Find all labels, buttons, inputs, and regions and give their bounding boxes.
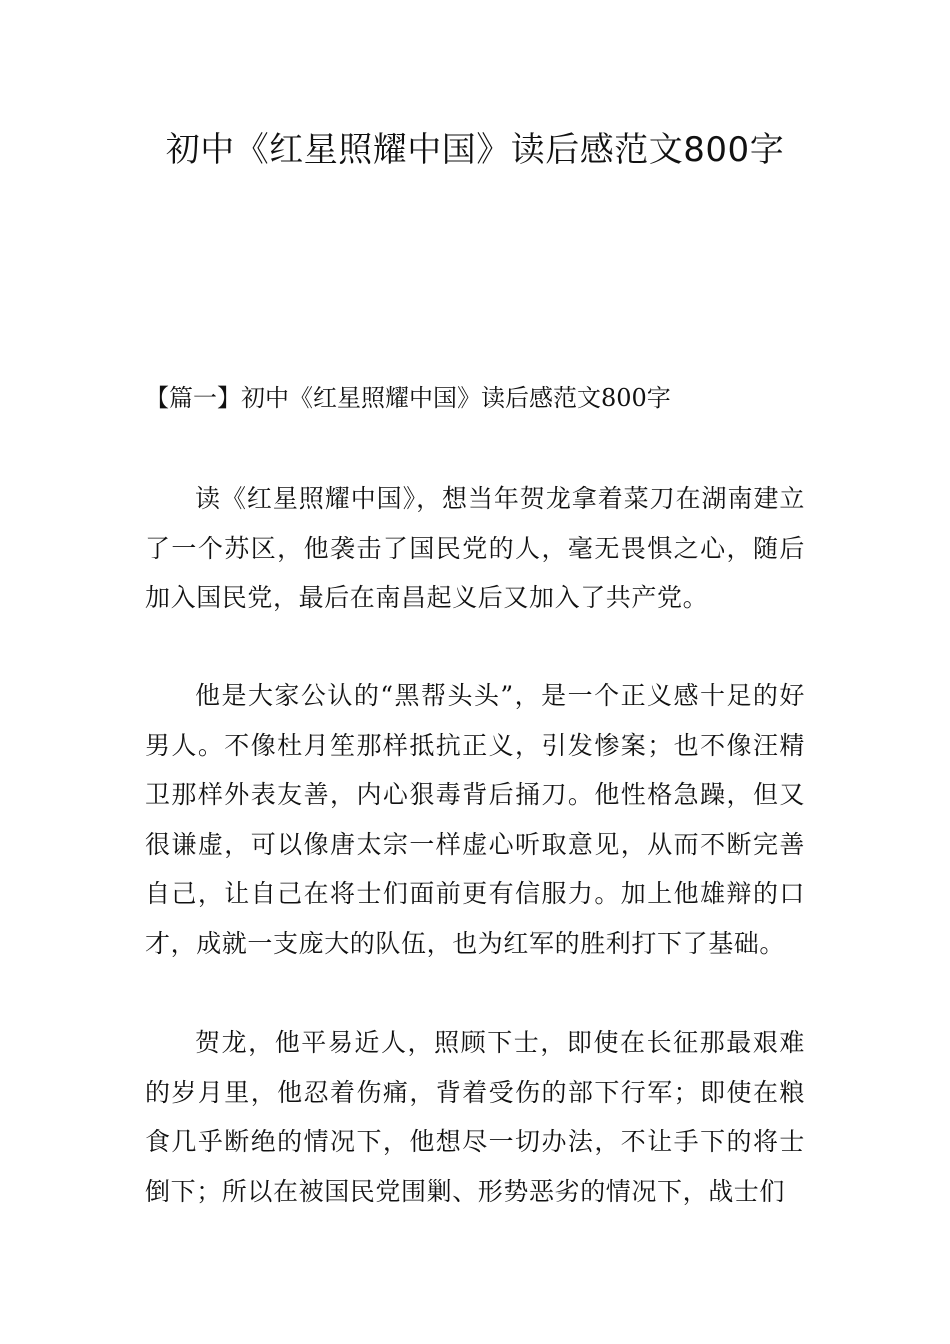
section-heading: 【篇一】初中《红星照耀中国》读后感范文800字 — [145, 384, 671, 412]
paragraph-2: 他是大家公认的“黑帮头头”，是一个正义感十足的好男人。不像杜月笙那样抵抗正义，引发惨案；也不像汪精卫那样外表友善，内心狠毒背后捅刀。他性格急躁，但又很谦虚，可以像唐太宗一样虚心听取意见，从而不断完善自己，让自己在将士们面前更有信服力。加上他雄辩的口才，成就一支庞大的队伍，也为红军的胜利打下了基础。 — [145, 681, 805, 958]
paragraph-1: 读《红星照耀中国》，想当年贺龙拿着菜刀在湖南建立了一个苏区，他袭击了国民党的人，毫无畏惧之心，随后加入国民党，最后在南昌起义后又加入了共产党。 — [145, 484, 805, 612]
paragraph-3: 贺龙，他平易近人，照顾下士，即使在长征那最艰难的岁月里，他忍着伤痛，背着受伤的部下行军；即使在粮食几乎断绝的情况下，他想尽一切办法，不让手下的将士倒下；所以在被国民党围剿、形势恶劣的情况下，战士们 — [145, 1028, 805, 1206]
document-title: 初中《红星照耀中国》读后感范文800字 — [165, 130, 785, 170]
